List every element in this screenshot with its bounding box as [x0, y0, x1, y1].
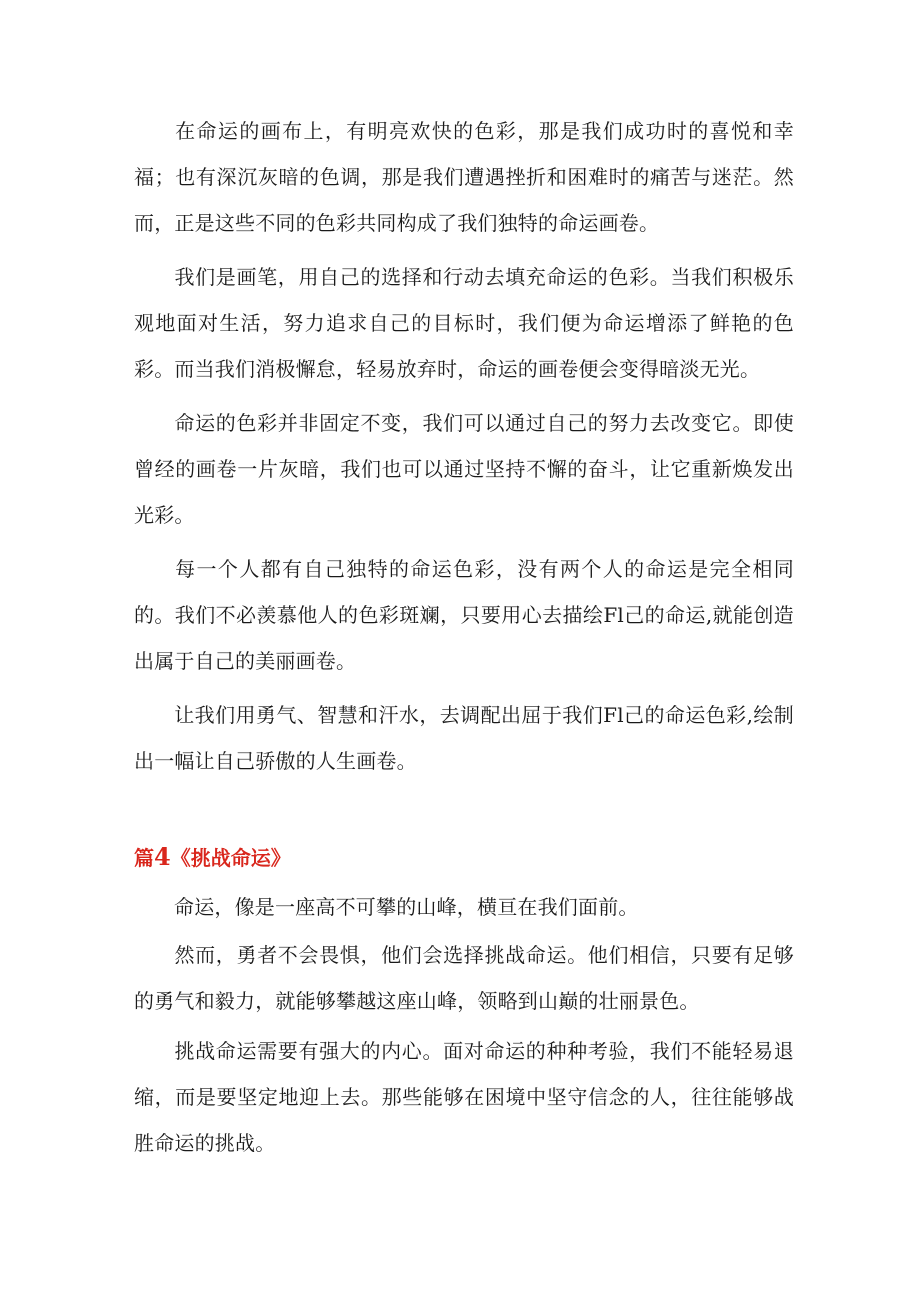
- paragraph-2: [134, 254, 794, 392]
- paragraph-1-text: 在命运的画布上，有明亮欢快的色彩，那是我们成功时的喜悦和幸福；也有深沉灰暗的色调，那是我们遭遇挫折和困难时的痛苦与迷茫。然而，正是这些不同的色彩共同构成了我们独特的命运画卷。: [134, 119, 794, 235]
- paragraph-2-text: 我们是画笔，用自己的选择和行动去填充命运的色彩。当我们积极乐观地面对生活，努力追求自己的目标时，我们便为命运增添了鲜艳的色彩。而当我们消极懈怠，轻易放弃时，命运的画卷便会变得暗淡无光。: [134, 265, 794, 381]
- paragraph-5: [134, 692, 794, 784]
- paragraph-8: [134, 1028, 794, 1166]
- paragraph-5-text: 让我们用勇气、智慧和汗水，去调配出屈于我们Fl己的命运色彩,绘制出一幅让自己骄傲的人生画卷。: [134, 703, 794, 773]
- section-heading: [134, 840, 291, 875]
- paragraph-6: [134, 884, 794, 930]
- section-title: 《挑战命运》: [170, 846, 291, 870]
- paragraph-6-text: 命运，像是一座高不可攀的山峰，横亘在我们面前。: [174, 895, 639, 919]
- paragraph-3-text: 命运的色彩并非固定不变，我们可以通过自己的努力去改变它。即使曾经的画卷一片灰暗，我们也可以通过坚持不懈的奋斗，让它重新焕发出光彩。: [134, 411, 794, 527]
- paragraph-7-text: 然而，勇者不会畏惧，他们会选择挑战命运。他们相信，只要有足够的勇气和毅力，就能够攀越这座山峰，领略到山巅的壮丽景色。: [134, 943, 794, 1013]
- section-number: 4: [154, 842, 171, 871]
- paragraph-8-text: 挑战命运需要有强大的内心。面对命运的种种考验，我们不能轻易退缩，而是要坚定地迎上去。那些能够在困境中坚守信念的人，往往能够战胜命运的挑战。: [134, 1039, 794, 1155]
- section-prefix: 篇: [134, 846, 154, 870]
- paragraph-1: [134, 108, 794, 246]
- paragraph-4: [134, 546, 794, 684]
- paragraph-7: [134, 932, 794, 1024]
- paragraph-4-text: 每一个人都有自己独特的命运色彩，没有两个人的命运是完全相同的。我们不必羡慕他人的色彩斑斓，只要用心去描绘Fl己的命运,就能创造出属于自己的美丽画卷。: [134, 557, 794, 673]
- paragraph-3: [134, 400, 794, 538]
